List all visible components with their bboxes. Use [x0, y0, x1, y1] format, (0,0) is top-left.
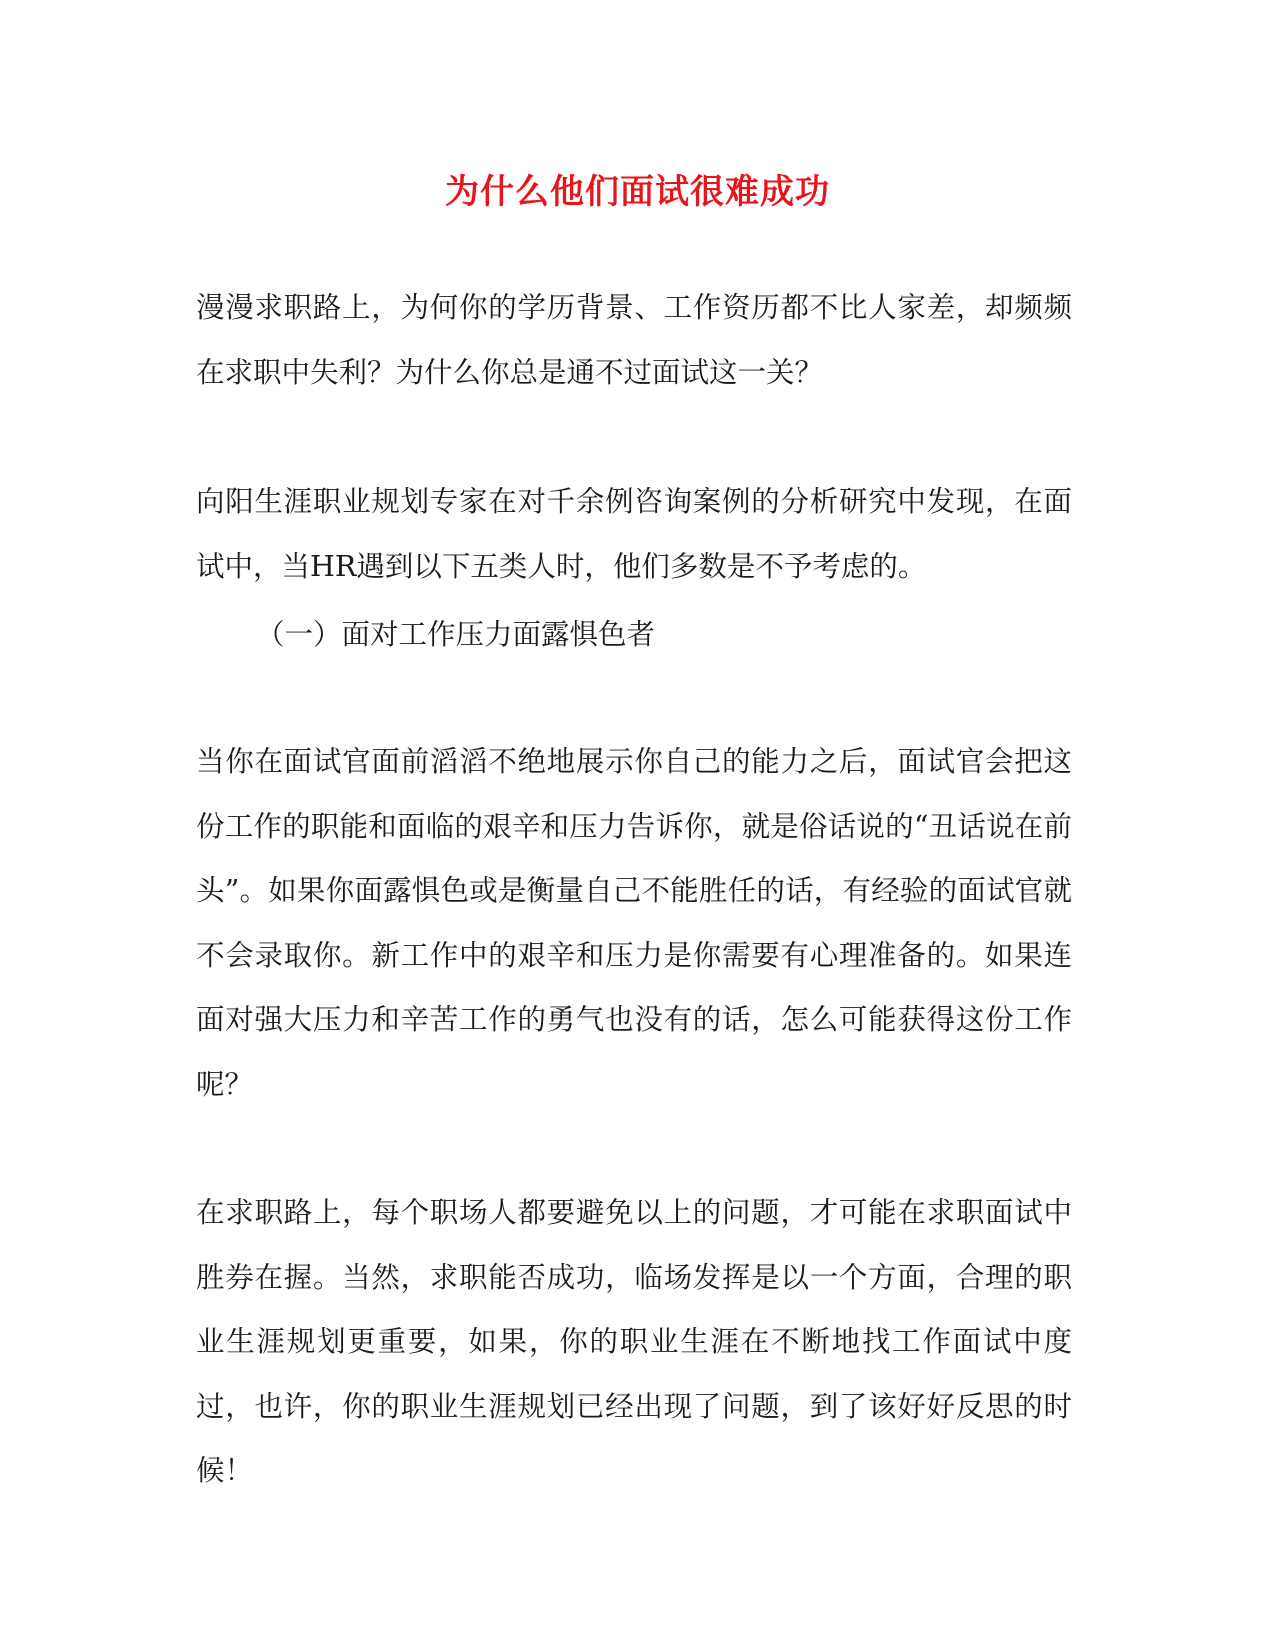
- paragraph-expert-finding: 向阳生涯职业规划专家在对千余例咨询案例的分析研究中发现，在面试中，当HR遇到以下五类人时，他们多数是不予考虑的。: [196, 485, 1072, 583]
- paragraph-intro: 漫漫求职路上，为何你的学历背景、工作资历都不比人家差，却频频在求职中失利？为什么你总是通不过面试这一关？: [196, 291, 1072, 389]
- document-title: 为什么他们面试很难成功: [445, 172, 830, 212]
- paragraph-pressure: 当你在面试官面前滔滔不绝地展示你自己的能力之后，面试官会把这份工作的职能和面临的艰辛和压力告诉你，就是俗话说的“丑话说在前头”。如果你面露惧色或是衡量自己不能胜任的话，有经验的面试官就不会录取你。新工作中的艰辛和压力是你需要有心理准备的。如果连面对强大压力和辛苦工作的勇气也没有的话，怎么可能获得这份工作呢？: [196, 745, 1072, 1101]
- paragraph-conclusion: 在求职路上，每个职场人都要避免以上的问题，才可能在求职面试中胜券在握。当然，求职能否成功，临场发挥是以一个方面，合理的职业生涯规划更重要，如果，你的职业生涯在不断地找工作面试中度过，也许，你的职业生涯规划已经出现了问题，到了该好好反思的时候！: [196, 1196, 1072, 1487]
- section-heading-one: （一）面对工作压力面露惧色者: [256, 618, 656, 651]
